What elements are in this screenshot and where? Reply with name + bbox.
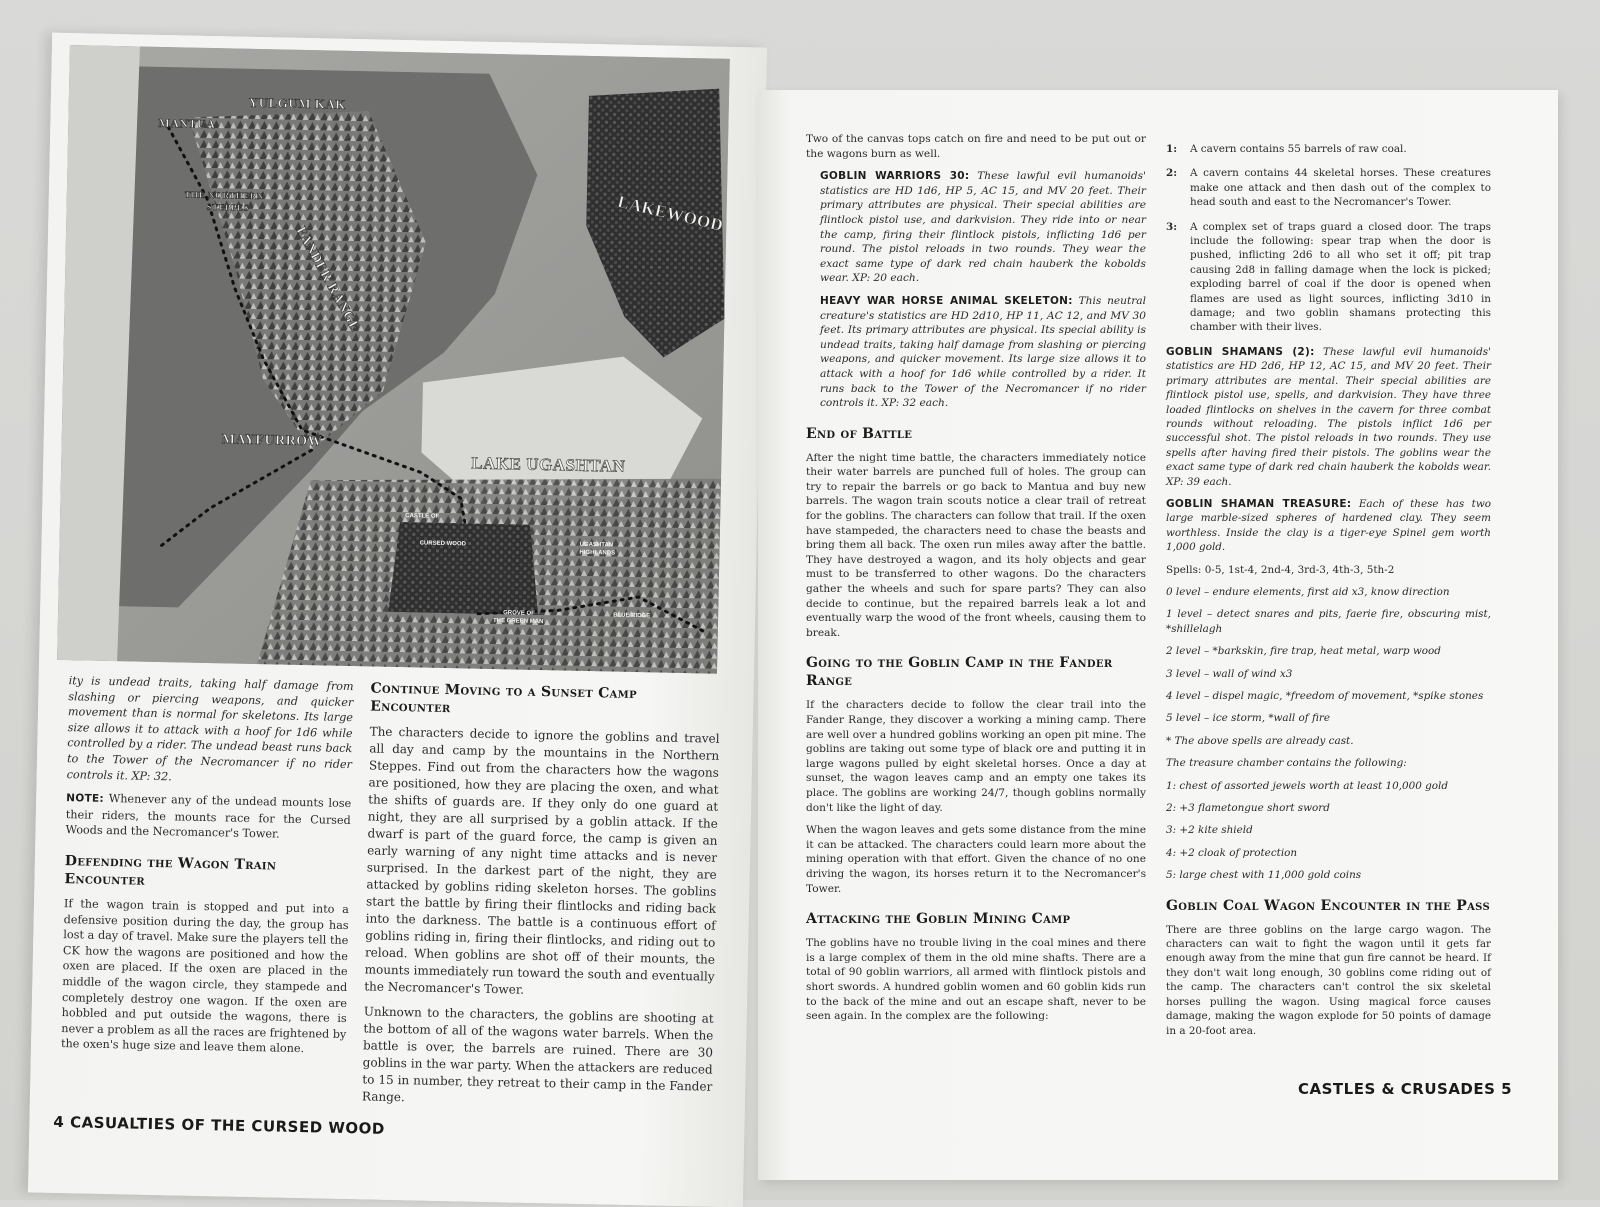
goblin-warriors-text: These lawful evil humanoids' statistics are HD 1d6, HP 5, AC 15, and MV 20 feet. Their primary attributes are physical. Their special abilities are flintlock pistol use, and darkvision. They ride into or near the camp, firing their flintlock pistols, inflicting 1d6 per round. The pistol reloads in two rounds. They wear the exact same type of dark red chain hauberk the kobolds wear. XP: 20 each. — [820, 170, 1146, 285]
complex-item-3 — [1166, 220, 1491, 335]
defending-text: If the wagon train is stopped and put into a defensive position during the day, the group has lost a day of travel. Make sure the players tell the CK how the wagons are positioned and how the oxen are placed. If the oxen are placed in the middle of the wagon circle, they stampede and completely destroy one wagon. If the oxen are hobbled and put outside the wagons, there is never a problem as all the races are frightened by the oxen's huge size and leave them alone. — [60, 897, 350, 1056]
end-of-battle-heading: End of Battle — [806, 425, 913, 442]
map-label-fander-range: FANDER RANGE — [292, 224, 363, 335]
shaman-treasure-stat — [1166, 497, 1491, 555]
complex-item-number: 2: — [1166, 167, 1178, 180]
map-label-small-right: BLUE RIDGE — [613, 612, 651, 620]
horse-skeleton-text: This neutral creature's statistics are HD 2d10, HP 11, AC 12, and MV 30 feet. Its primary attributes are physical. Its special ability is undead traits, taking half damage from slashing or piercing weapons, and quicker movement. Its large size allows it to attack with a hoof for 1d6 while controlled by a rider. It runs back to the Tower of the Necromancer if no rider controls it. XP: 32 each. — [820, 294, 1147, 410]
complex-item-1 — [1166, 142, 1491, 156]
coal-wagon-heading: Goblin Coal Wagon Encounter in the Pass — [1166, 897, 1490, 914]
left-column-1 — [61, 673, 354, 1066]
coal-wagon-text: There are three goblins on the large cargo wagon. The characters can wait to fight the wagon until it gets far enough away from the mine that gun fire cannot be heard. If they don't wait long enough, 30 goblins come riding out of the camp. The characters can't control the six skeletal horses pulling the wagon. Using magical force causes damage, making the wagon explode for 50 points of damage in a 20-foot area. — [1166, 923, 1491, 1037]
spell-level-4: 4 level – dispel magic, *freedom of movement, *spike stones — [1166, 690, 1484, 702]
treasure-item-4: 4: +2 cloak of protection — [1166, 846, 1298, 859]
left-column-2 — [362, 679, 721, 1120]
complex-item-2 — [1166, 166, 1491, 209]
spell-level-0: 0 level – endure elements, first aid x3, know direction — [1166, 585, 1450, 598]
complex-item-number: 1: — [1166, 143, 1178, 155]
complex-item-text: A cavern contains 44 skeletal horses. These creatures make one attack and then dash out of the complex to head south and east to the Necromancer's Tower. — [1190, 167, 1491, 209]
spell-level-1: 1 level – detect snares and pits, faerie fire, obscuring mist, *shillelagh — [1166, 608, 1491, 635]
attacking-camp-heading: Attacking the Goblin Mining Camp — [806, 911, 1071, 928]
left-footer: 4 CASUALTIES OF THE CURSED WOOD — [53, 1112, 386, 1138]
spells-note: * The above spells are already cast. — [1166, 734, 1354, 747]
sunset-camp-text-1: The characters decide to ignore the goblins and travel all day and camp by the mountains in the Northern Steppes. Find out from the characters how the wagons are positioned, how they are placing the oxen, and what the shifts of guards are. If they only do one guard at night, they are all surprised by a goblin attack. If the dwarf is part of the guard force, the camp is given an early warning of any night time attacks and is never surprised. In the darkest part of the night, they are attacked by goblins riding skeleton horses. The goblins start the battle by firing their flintlocks and riding back into the darkness. The battle is a continuous effort of goblins riding in, firing their flintlocks, and riding out to reload. When goblins are shot off of their mounts, the mounts immediately run toward the south and eventually the Necromancer's Tower. — [364, 724, 720, 997]
map-label-mantua: MANTUA — [158, 115, 216, 132]
goblin-warriors-stat — [806, 169, 1146, 286]
region-map — [57, 45, 730, 674]
spells-per-level: Spells: 0-5, 1st-4, 2nd-4, 3rd-3, 4th-3, 5th-2 — [1166, 563, 1395, 576]
sunset-camp-text-2: Unknown to the characters, the goblins are shooting at the bottom of all of the wagons water barrels. When the battle is over, the barrels are ruined. There are 30 goblins in the war party. When the attackers are reduced to 15 in number, they retreat to their camp in the Fander Range. — [361, 1004, 714, 1105]
skeleton-continued-text: ity is undead traits, taking half damage from slashing or piercing weapons, and quicker movement than is normal for skeletons. Its large size allows it to attack with a hoof for 1d6 while controlled by a rider. The undead beast runs back to the Tower of the Necromancer if no rider controls it. XP: 32. — [66, 674, 354, 783]
right-column-1 — [806, 132, 1146, 1032]
horse-skeleton-name: HEAVY WAR HORSE ANIMAL SKELETON: — [820, 294, 1073, 307]
map-label-ugashtan-1: UGASHTAN — [579, 541, 614, 549]
map-label-northern-steppes-2: STEPPES — [206, 201, 250, 213]
treasure-item-1: 1: chest of assorted jewels worth at least 10,000 gold — [1166, 779, 1449, 792]
map-label-ugashtan-2: HIGHLANDS — [579, 549, 616, 557]
right-column-2 — [1166, 142, 1491, 1046]
canvas-fire-text: Two of the canvas tops catch on fire and need to be put out or the wagons burn as well. — [806, 133, 1146, 160]
goblin-shamans-text: These lawful evil humanoids' statistics are HD 2d6, HP 12, AC 15, and MV 20 feet. Their primary attributes are mental. Their special abilities are flintlock pistol use, spells, and darkvision. They have three loaded flintlocks on shelves in the cavern for three combat rounds without reloading. The pistols inflict 1d6 per successful shot. The pistol reloads in two rounds. They use spells after having fired their pistols. The goblins wear the exact same type of dark red chain hauberk the kobolds wear. XP: 39 each. — [1166, 345, 1491, 488]
complex-item-number: 3: — [1166, 220, 1178, 233]
right-footer: CASTLES & CRUSADES 5 — [1298, 1080, 1513, 1098]
map-label-grove-1: GROVE OF — [503, 610, 535, 617]
map-label-lake-ugashtan: LAKE UGASHTAN — [471, 453, 626, 476]
goblin-camp-text-2: When the wagon leaves and gets some distance from the mine it can be attacked. The characters could learn more about the mining operation with that effort. Given the chance of no one driving the wagon, its horses return it to the Necromancer's Tower. — [806, 824, 1146, 895]
note-paragraph — [65, 790, 351, 844]
right-page — [758, 90, 1558, 1180]
note-label: NOTE: — [66, 792, 105, 806]
attacking-camp-text: The goblins have no trouble living in the coal mines and there is a large complex of them in the old mine shafts. There are a total of 90 goblin warriors, all armed with flintlock pistols and short swords. A hundred goblin women and 60 goblin kids run to the back of the mine and out an escape shaft, never to be seen again. In the complex are the following: — [806, 937, 1146, 1023]
goblin-camp-text-1: If the characters decide to follow the clear trail into the Fander Range, they discover a working a mining camp. There are well over a hundred goblins working an open pit mine. The goblins are taking out some type of black ore and putting it in large wagons pulled by eight skeletal horses. Once a day at sunset, the wagon leaves camp and an empty one takes its place. The goblins are working 24/7, though goblins normally don't like the light of day. — [806, 699, 1146, 814]
goblin-warriors-name: GOBLIN WARRIORS 30: — [820, 170, 970, 183]
goblin-shamans-name: GOBLIN SHAMANS (2): — [1166, 345, 1315, 358]
shaman-treasure-name: GOBLIN SHAMAN TREASURE: — [1166, 497, 1352, 510]
complex-item-text: A complex set of traps guard a closed door. The traps include the following: spear trap when the door is pushed, inflicting 2d6 to all who set it off; pit trap causing 2d8 in falling damage when the lock is picked; exploding barrel of coal if the door is opened when flames are used as light sources, inflicting 3d10 in damage; and two goblin shamans protecting this chamber with their lives. — [1190, 220, 1491, 334]
map-label-cursed-wood: CURSED WOOD — [419, 540, 467, 548]
map-illustration — [57, 45, 730, 674]
treasure-item-5: 5: large chest with 11,000 gold coins — [1166, 869, 1362, 882]
goblin-shamans-stat — [1166, 345, 1491, 489]
spell-level-3: 3 level – wall of wind x3 — [1166, 667, 1293, 680]
complex-item-text: A cavern contains 55 barrels of raw coal. — [1190, 143, 1407, 155]
goblin-camp-heading: Going to the Goblin Camp in the Fander Range — [806, 655, 1113, 690]
note-text: Whenever any of the undead mounts lose their riders, the mounts race for the Cursed Woods and the Necromancer's Tower. — [65, 792, 352, 841]
horse-skeleton-stat — [806, 294, 1146, 411]
shaman-treasure-text: Each of these has two large marble-sized spheres of hardened clay. They seem worthless. Inside the clay is a tiger-eye Spinel gem worth 1,000 gold. — [1166, 497, 1492, 554]
end-of-battle-text: After the night time battle, the characters immediately notice their water barrels are punched full of holes. The group can try to repair the barrels or go back to Mantua and buy new barrels. The wagon train scouts notice a clear trail of retreat for the goblins. The characters can follow that trail. If the oxen have stampeded, the characters need to chase the beasts and bring them all back. The oxen run miles away after the battle. They have destroyed a wagon, and its holy objects and gear must to be transferred to other wagons. Do the characters gather the wheels and such for spare parts? They can also decide to continue, but the repaired barrels leak a lot and eventually warp the wood of the front wheels, causing them to break. — [806, 451, 1146, 639]
map-label-northern-steppes-1: THE NORTHERN — [184, 189, 264, 202]
left-page — [28, 33, 767, 1207]
sunset-camp-heading: Continue Moving to a Sunset Camp Encounter — [370, 680, 638, 717]
map-label-lakewood: LAKEWOOD — [615, 191, 726, 236]
map-label-castle: CASTLE OF — [405, 513, 440, 520]
spell-level-2: 2 level – *barkskin, fire trap, heat metal, warp wood — [1166, 645, 1441, 658]
map-label-mayfurrow: MAYFURROW — [221, 432, 323, 450]
defending-heading: Defending the Wagon Train Encounter — [64, 853, 277, 889]
spell-level-5: 5 level – ice storm, *wall of fire — [1166, 712, 1330, 725]
treasure-item-3: 3: +2 kite shield — [1166, 824, 1253, 837]
treasure-chamber-intro: The treasure chamber contains the following: — [1166, 757, 1407, 770]
treasure-item-2: 2: +3 flametongue short sword — [1166, 802, 1330, 815]
map-label-yulgum-kak: YULGUM KAK — [248, 94, 347, 112]
map-cursed-wood — [388, 522, 540, 615]
map-label-grove-2: THE GREEN MAN — [492, 618, 544, 626]
